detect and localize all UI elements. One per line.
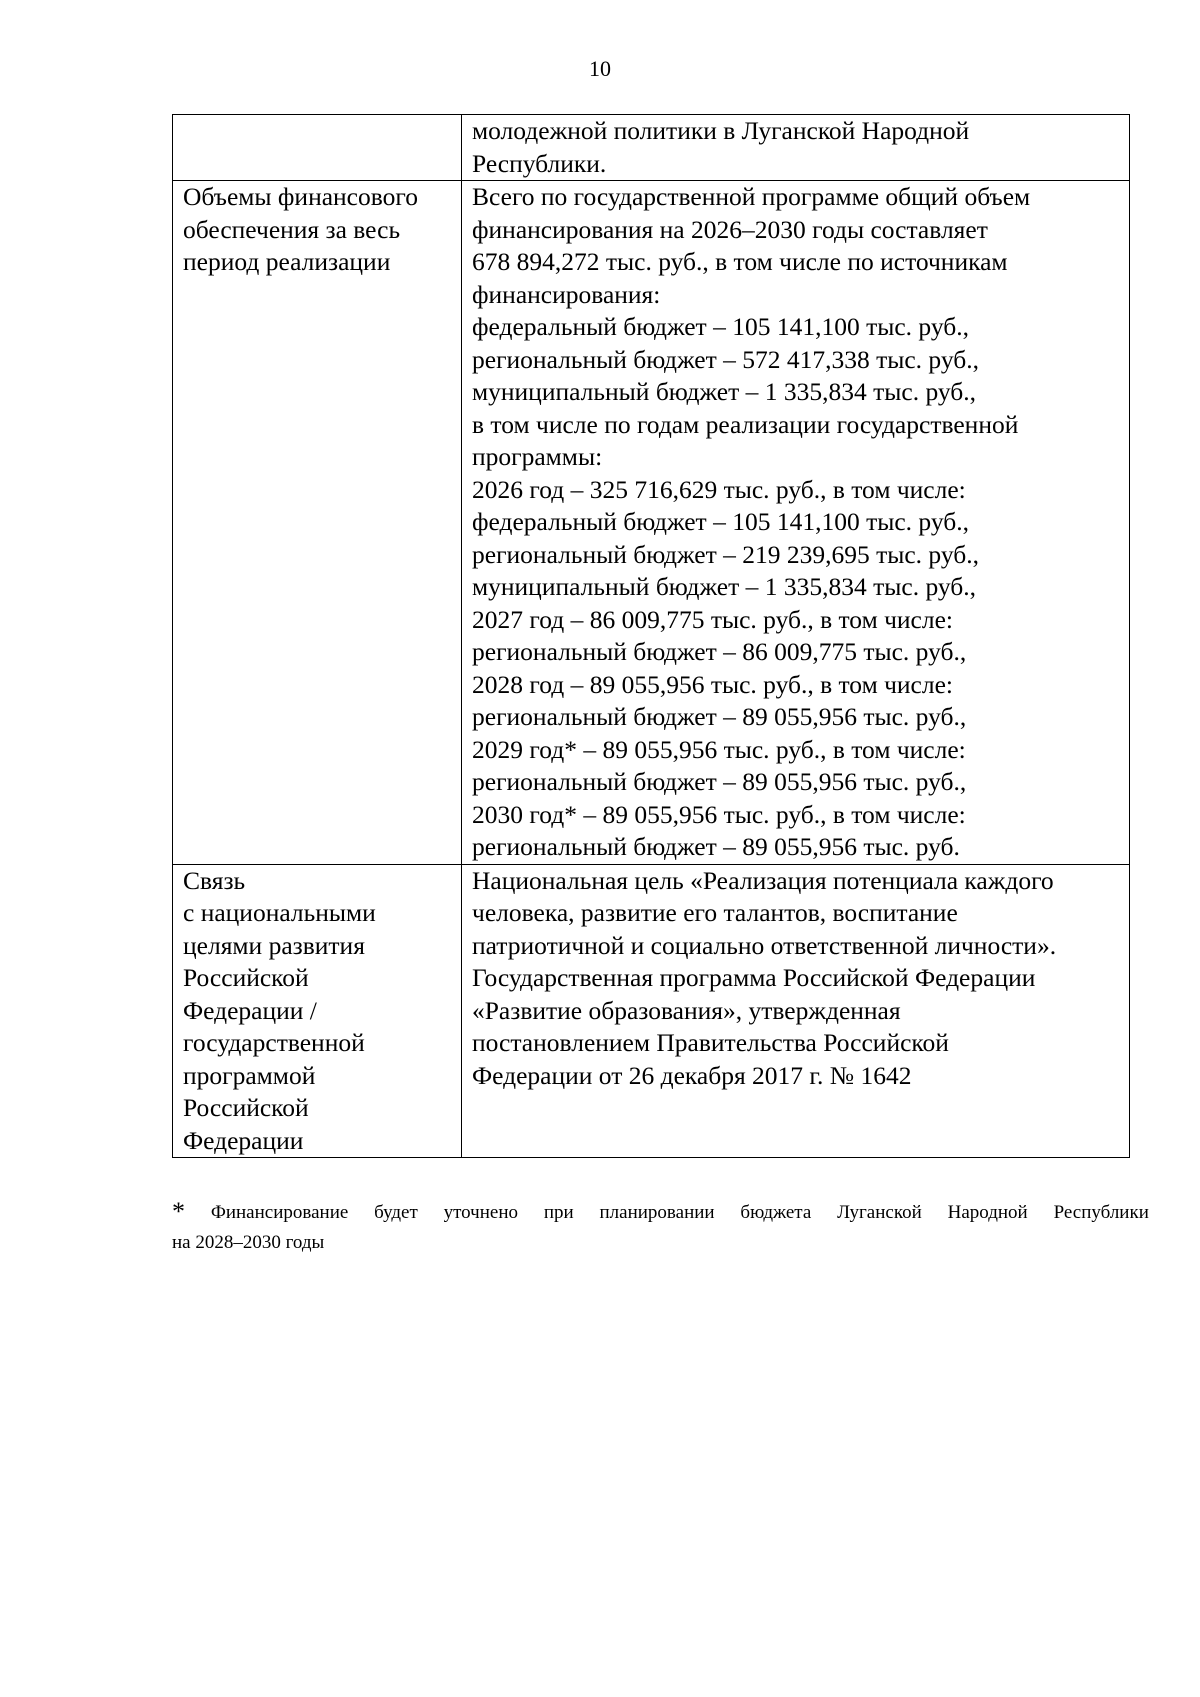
value-line: региональный бюджет – 89 055,956 тыс. руб. [472,832,960,861]
row-label-cell [173,115,462,181]
value-line: 2029 год* – 89 055,956 тыс. руб., в том числе: [472,734,966,764]
value-line: патриотичной и социально ответственной личности». [472,930,1057,960]
value-line: «Развитие образования», утвержденная [472,995,901,1025]
value-line: Национальная цель «Реализация потенциала каждого [472,865,1054,895]
footnote-word: Республики [1053,1202,1149,1223]
row-label-cell [173,181,462,865]
footnote-word: при [543,1202,574,1223]
footnote-word: Народной [947,1202,1028,1223]
footnote-line-1 [172,1198,1149,1228]
value-line: постановлением Правительства Российской [472,1028,949,1057]
value-line: Всего по государственной программе общий объем [472,182,1031,211]
label-line: Федерации / [183,995,317,1025]
footnote-line-2: на 2028–2030 годы [172,1232,325,1253]
footnote-word: уточнено [443,1202,519,1223]
table-body [173,115,1130,1158]
footnote-word: Луганской [837,1202,922,1223]
value-line: финансирования на 2026–2030 годы составляет [472,214,988,244]
label-line: Российской [183,963,309,992]
page-number: 10 [589,56,611,81]
footnote-word: планировании [599,1202,715,1223]
value-line: Федерации от 26 декабря 2017 г. № 1642 [472,1060,912,1090]
row-value-cell [462,864,1130,1158]
value-line: федеральный бюджет – 105 141,100 тыс. руб., [472,312,969,341]
table-row [173,181,1130,865]
value-line: Республики. [472,148,607,178]
value-line: финансирования: [472,279,661,309]
value-line: 2028 год – 89 055,956 тыс. руб., в том числе: [472,669,954,699]
value-line: региональный бюджет – 89 055,956 тыс. руб., [472,702,967,731]
label-line: государственной [183,1028,365,1057]
value-line: муниципальный бюджет – 1 335,834 тыс. руб., [472,377,977,406]
footnote-word: будет [374,1202,418,1223]
label-line: обеспечения за весь [183,214,401,244]
value-line: региональный бюджет – 86 009,775 тыс. руб., [472,637,967,666]
value-line: Государственная программа Российской Федерации [472,963,1036,992]
value-line: 678 894,272 тыс. руб., в том числе по источникам [472,247,1008,276]
table-row [173,115,1130,181]
value-line: муниципальный бюджет – 1 335,834 тыс. руб., [472,572,977,601]
label-line: Федерации [183,1125,304,1155]
value-line: 2026 год – 325 716,629 тыс. руб., в том числе: [472,474,966,504]
value-line: региональный бюджет – 219 239,695 тыс. руб., [472,539,979,569]
footnote-word: Финансирование [210,1202,349,1223]
program-passport-table [172,114,1130,1158]
label-line: Российской [183,1093,309,1122]
value-line: в том числе по годам реализации государственной [472,409,1019,439]
row-label-cell [173,864,462,1158]
label-line: период реализации [183,247,391,276]
value-line: программы: [472,442,603,471]
label-line: программой [183,1060,316,1090]
value-line: федеральный бюджет – 105 141,100 тыс. руб., [472,507,969,536]
value-line: региональный бюджет – 572 417,338 тыс. руб., [472,344,979,374]
row-value-cell [462,181,1130,865]
label-line: Объемы финансового [183,182,418,211]
value-line: 2030 год* – 89 055,956 тыс. руб., в том числе: [472,799,966,829]
footnote-marker: * [172,1197,185,1226]
value-line: 2027 год – 86 009,775 тыс. руб., в том числе: [472,604,954,634]
table-row [173,864,1130,1158]
value-line: молодежной политики в Луганской Народной [472,116,970,145]
row-value-cell [462,115,1130,181]
label-line: с национальными [183,898,376,927]
footnote [172,1198,1149,1258]
value-line: региональный бюджет – 89 055,956 тыс. руб., [472,767,967,796]
footnote-word: бюджета [740,1202,812,1223]
label-line: Связь [183,865,246,895]
value-line: человека, развитие его талантов, воспитание [472,898,958,927]
label-line: целями развития [183,930,365,960]
